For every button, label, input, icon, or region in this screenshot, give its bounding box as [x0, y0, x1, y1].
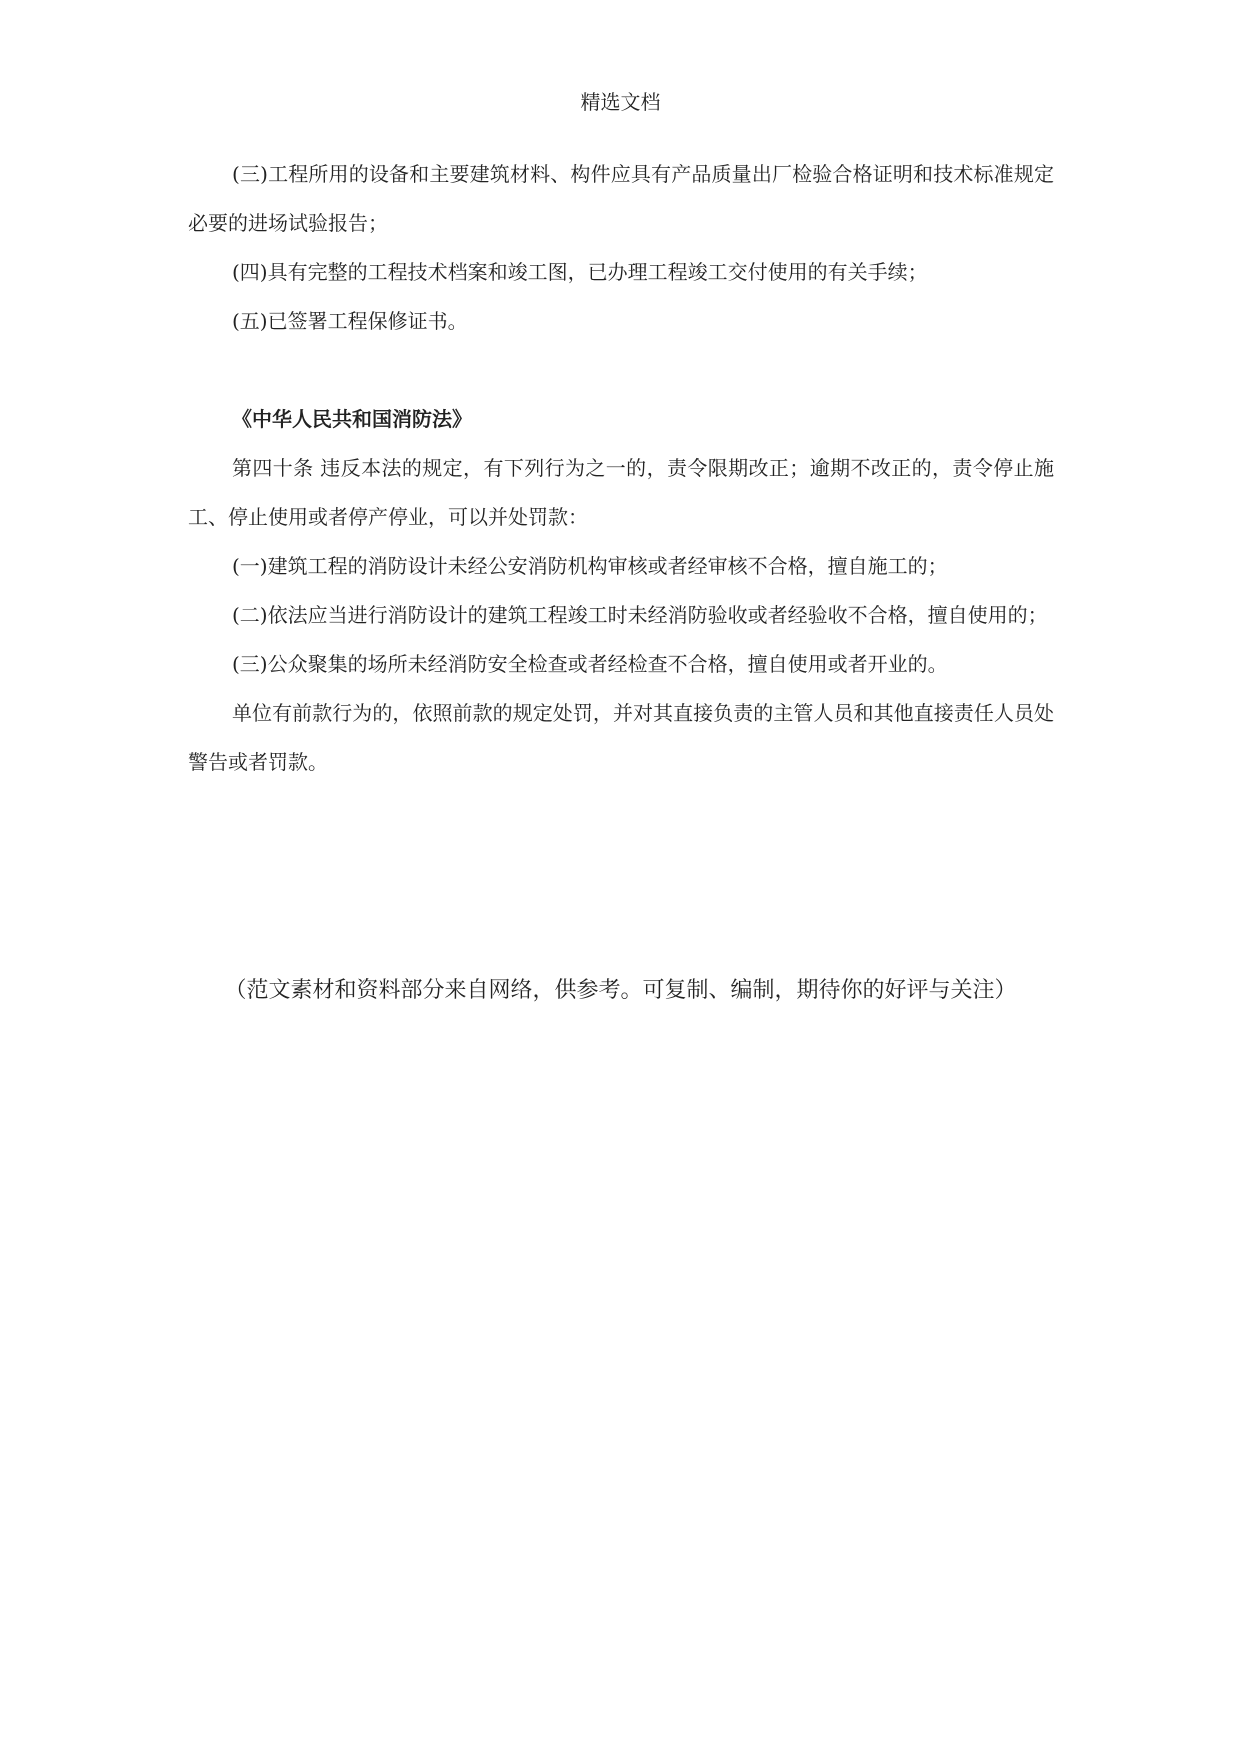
- list-item: (一)建筑工程的消防设计未经公安消防机构审核或者经审核不合格，擅自施工的；: [232, 554, 948, 578]
- section-spacer: [188, 346, 1054, 395]
- list-item: (二)依法应当进行消防设计的建筑工程竣工时未经消防验收或者经验收不合格，擅自使用的；: [232, 603, 1048, 627]
- law-title: 《中华人民共和国消防法》: [232, 407, 472, 431]
- list-item: (三)公众聚集的场所未经消防安全检查或者经检查不合格，擅自使用或者开业的。: [232, 652, 948, 676]
- list-item: (五)已签署工程保修证书。: [232, 309, 468, 333]
- page-header: 精选文档: [580, 90, 661, 114]
- document-body: [188, 150, 1054, 787]
- closing-paragraph: 单位有前款行为的，依照前款的规定处罚，并对其直接负责的主管人员和其他直接责任人员处警告或者罚款。: [188, 701, 1054, 774]
- footer-note: （范文素材和资料部分来自网络，供参考。可复制、编制，期待你的好评与关注）: [224, 978, 1017, 1003]
- list-item: (三)工程所用的设备和主要建筑材料、构件应具有产品质量出厂检验合格证明和技术标准规定必要的进场试验报告；: [188, 162, 1054, 235]
- list-item: (四)具有完整的工程技术档案和竣工图，已办理工程竣工交付使用的有关手续；: [232, 260, 928, 284]
- article-paragraph: 第四十条 违反本法的规定，有下列行为之一的，责令限期改正；逾期不改正的，责令停止施工、停止使用或者停产停业，可以并处罚款：: [188, 456, 1054, 529]
